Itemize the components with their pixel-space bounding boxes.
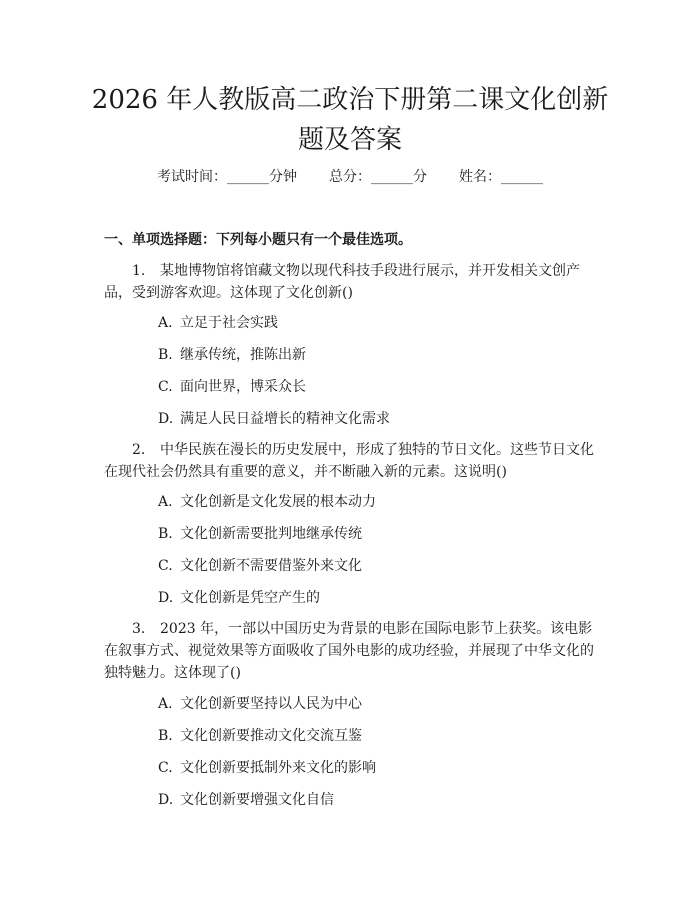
option-letter: D. [158, 411, 174, 427]
section-heading: 一、单项选择题：下列每小题只有一个最佳选项。 [104, 232, 412, 248]
option-letter: D. [158, 792, 174, 808]
option-letter: C. [158, 760, 173, 776]
option-text: 文化创新需要批判地继承传统 [180, 526, 362, 542]
page-title [60, 80, 640, 160]
question-number: 1. [132, 263, 146, 279]
option-3a [158, 694, 362, 714]
option-text: 文化创新要坚持以人民为中心 [180, 696, 362, 712]
score-label: 总分： [329, 169, 371, 185]
score-blank: ______ [371, 169, 413, 185]
time-label: 考试时间： [157, 169, 227, 185]
option-letter: A. [158, 696, 173, 712]
option-text: 文化创新要抵制外来文化的影响 [180, 760, 376, 776]
option-letter: A. [158, 315, 173, 331]
question-text: 某地博物馆将馆藏文物以现代科技手段进行展示，并开发相关文创产品，受到游客欢迎。这体现了文化创新() [104, 263, 580, 301]
title-line-1: 2026 年人教版高二政治下册第二课文化创新 [91, 85, 609, 115]
score-unit: 分 [413, 169, 427, 185]
question-2 [104, 439, 600, 483]
question-number: 2. [132, 442, 146, 458]
option-text: 文化创新是文化发展的根本动力 [180, 494, 376, 510]
option-3b [158, 726, 362, 746]
question-3 [104, 618, 600, 684]
option-1a [158, 313, 278, 333]
question-1 [104, 260, 600, 304]
option-text: 立足于社会实践 [180, 315, 278, 331]
option-letter: C. [158, 379, 173, 395]
option-1c [158, 377, 306, 397]
question-text: 2023 年，一部以中国历史为背景的电影在国际电影节上获奖。该电影在叙事方式、视觉效果等方面吸收了国外电影的成功经验，并展现了中华文化的独特魅力。这体现了() [104, 621, 594, 681]
exam-meta [0, 167, 700, 187]
question-number: 3. [132, 621, 146, 637]
option-text: 面向世界，博采众长 [180, 379, 306, 395]
option-letter: A. [158, 494, 173, 510]
option-1d [158, 409, 390, 429]
option-2d [158, 588, 320, 608]
name-blank: ______ [501, 169, 543, 185]
option-2a [158, 492, 376, 512]
option-2c [158, 556, 362, 576]
question-text: 中华民族在漫长的历史发展中，形成了独特的节日文化。这些节日文化在现代社会仍然具有重要的意义，并不断融入新的元素。这说明() [104, 442, 594, 480]
time-blank: ______ [227, 169, 269, 185]
option-text: 文化创新要增强文化自信 [180, 792, 334, 808]
option-text: 满足人民日益增长的精神文化需求 [180, 411, 390, 427]
option-1b [158, 345, 306, 365]
time-unit: 分钟 [269, 169, 297, 185]
option-letter: B. [158, 347, 173, 363]
option-letter: C. [158, 558, 173, 574]
option-text: 文化创新是凭空产生的 [180, 590, 320, 606]
option-text: 继承传统，推陈出新 [180, 347, 306, 363]
name-label: 姓名： [459, 169, 501, 185]
option-3d [158, 790, 334, 810]
option-text: 文化创新不需要借鉴外来文化 [180, 558, 362, 574]
title-line-2: 题及答案 [297, 125, 402, 155]
option-letter: D. [158, 590, 174, 606]
option-3c [158, 758, 376, 778]
option-letter: B. [158, 728, 173, 744]
option-letter: B. [158, 526, 173, 542]
option-2b [158, 524, 362, 544]
option-text: 文化创新要推动文化交流互鉴 [180, 728, 362, 744]
